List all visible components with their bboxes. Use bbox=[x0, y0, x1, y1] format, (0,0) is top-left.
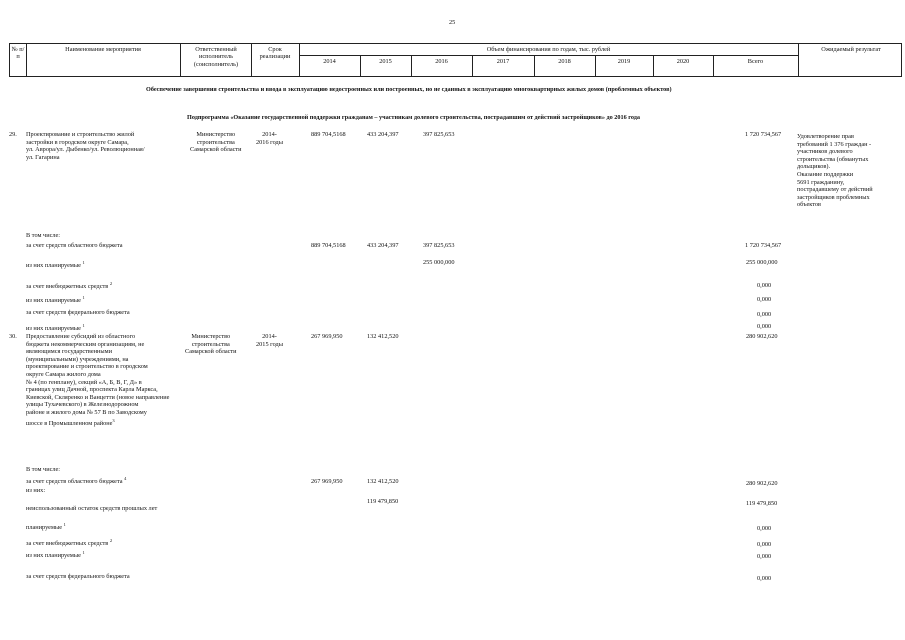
item30-of-them: из них: bbox=[26, 487, 46, 494]
item30-2014: 267 969,950 bbox=[311, 333, 343, 340]
header-year-2018: 2018 bbox=[558, 58, 571, 65]
item29-result: Удовлетворение прав требований 1 376 граждан - участников долевого строительства (обманутых дольщиков). Оказание поддержки 5691 гражданину, пострадавшему от действий застройщиков проблемных объектов bbox=[797, 133, 873, 209]
item29-federal-total: 0,000 bbox=[757, 311, 772, 318]
item29-name: Проектирование и строительство жилой застройки в городском округе Самара, ул. Аврора/ул. Дыбенко/ул. Революционная/ ул. Гагарина bbox=[26, 131, 145, 161]
item29-federal-planned-total: 0,000 bbox=[757, 323, 772, 330]
item29-regional-label: за счет средств областного бюджета bbox=[26, 242, 123, 249]
item30-extrabudget-total: 0,000 bbox=[757, 541, 772, 548]
header-term: Срок реализации bbox=[259, 46, 291, 61]
item30-num: 30. bbox=[9, 333, 17, 340]
page-number: 25 bbox=[449, 19, 456, 26]
item30-unused-total: 119 479,850 bbox=[746, 500, 778, 507]
item29-regional-2015: 433 204,397 bbox=[367, 242, 399, 249]
item29-regional-total: 1 720 734,567 bbox=[745, 242, 782, 249]
item30-2015: 132 412,520 bbox=[367, 333, 399, 340]
header-year-2020: 2020 bbox=[676, 58, 690, 65]
item30-executor: Министерство строительства Самарской области bbox=[185, 333, 237, 356]
item30-extrabudget-planned-total: 0,000 bbox=[757, 553, 772, 560]
item30-unused-label: неиспользованный остаток средств прошлых лет bbox=[26, 505, 158, 512]
item30-planned-label: планируемые $^1$ bbox=[26, 522, 66, 532]
item30-federal-total: 0,000 bbox=[757, 575, 772, 582]
header-executor: Ответственный исполнитель (соисполнитель) bbox=[193, 46, 239, 68]
header-total: Всего bbox=[747, 58, 764, 65]
item30-regional-2014: 267 969,950 bbox=[311, 478, 343, 485]
item29-federal-label: за счет средств федерального бюджета bbox=[26, 309, 130, 316]
item29-extrabudget-planned-label: из них планируемые $^1$ bbox=[26, 295, 85, 305]
item30-regional-2015: 132 412,520 bbox=[367, 478, 399, 485]
item29-2016: 397 825,653 bbox=[423, 131, 455, 138]
header-year-2015: 2015 bbox=[379, 58, 392, 65]
item29-federal-planned-label: из них планируемые $^1$ bbox=[26, 323, 85, 333]
item30-unused-2015: 119 479,850 bbox=[367, 498, 399, 505]
table-header bbox=[9, 43, 902, 77]
item29-planned-2016: 255 000,000 bbox=[423, 259, 455, 266]
item29-extrabudget-total: 0,000 bbox=[757, 282, 772, 289]
header-name: Наименование мероприятия bbox=[65, 46, 141, 53]
header-num: № п/п bbox=[11, 46, 25, 61]
item30-planned-total: 0,000 bbox=[757, 525, 772, 532]
item30-name: Предоставление субсидий из областного бюджета некоммерческим организациям, не являющимся государственными (муниципальными) учреждениями, на проектирование и строительство в городском округе Самара жилого дома № 4 (по генплану), секций «А, Б, В, Г, Д» в границах улиц Дачной, проспекта Карла Маркса, Киевской, Скляренко и Ванцетти (новое направление улицы Тухачевского) в Железнодорожном районе и жилого дома № 57 В по Заводскому шоссе в Промышленном районе$^3$ bbox=[26, 333, 170, 427]
item29-regional-2014: 889 704,5168 bbox=[311, 242, 346, 249]
header-finance-title: Объем финансирования по годам, тыс. рублей bbox=[486, 46, 611, 53]
header-year-2014: 2014 bbox=[323, 58, 336, 65]
item30-term: 2014- 2015 годы bbox=[256, 333, 283, 348]
item30-extrabudget-label: за счет внебюджетных средств $^2$ bbox=[26, 538, 113, 548]
header-year-2019: 2019 bbox=[617, 58, 631, 65]
item30-regional-label: за счет средств областного бюджета $^4$ bbox=[26, 476, 127, 486]
item30-extrabudget-planned-label: из них планируемые $^1$ bbox=[26, 550, 85, 560]
item29-2015: 433 204,397 bbox=[367, 131, 399, 138]
item29-extrabudget-label: за счет внебюджетных средств $^2$ bbox=[26, 281, 113, 291]
item29-executor: Министерство строительства Самарской области bbox=[190, 131, 242, 154]
item29-extrabudget-planned-total: 0,000 bbox=[757, 296, 772, 303]
item30-federal-label: за счет средств федерального бюджета bbox=[26, 573, 130, 580]
item29-including: В том числе: bbox=[26, 232, 61, 239]
subprogram-title: Подпрограмма «Оказание государственной поддержки гражданам – участникам долевого строительства, пострадавшим от действий застройщиков» до 2016 года bbox=[187, 114, 641, 121]
item29-regional-2016: 397 825,653 bbox=[423, 242, 455, 249]
header-year-2017: 2017 bbox=[496, 58, 510, 65]
item29-2014: 889 704,5168 bbox=[311, 131, 346, 138]
item30-including: В том числе: bbox=[26, 466, 61, 473]
item29-num: 29. bbox=[9, 131, 17, 138]
item29-term: 2014- 2016 годы bbox=[256, 131, 283, 146]
section-title: Обеспечение завершения строительства и ввода в эксплуатацию недостроенных или построенных, но не сданных в эксплуатацию многоквартирных жилых домов (проблемных объектов) bbox=[146, 86, 672, 93]
item29-total: 1 720 734,567 bbox=[745, 131, 782, 138]
item29-planned-label: из них планируемые $^1$ bbox=[26, 260, 85, 270]
header-year-2016: 2016 bbox=[435, 58, 448, 65]
header-result: Ожидаемый результат bbox=[821, 46, 881, 53]
item30-total: 280 902,620 bbox=[746, 333, 778, 340]
item30-regional-total: 280 902,620 bbox=[746, 480, 778, 487]
item29-planned-total: 255 000,000 bbox=[746, 259, 778, 266]
